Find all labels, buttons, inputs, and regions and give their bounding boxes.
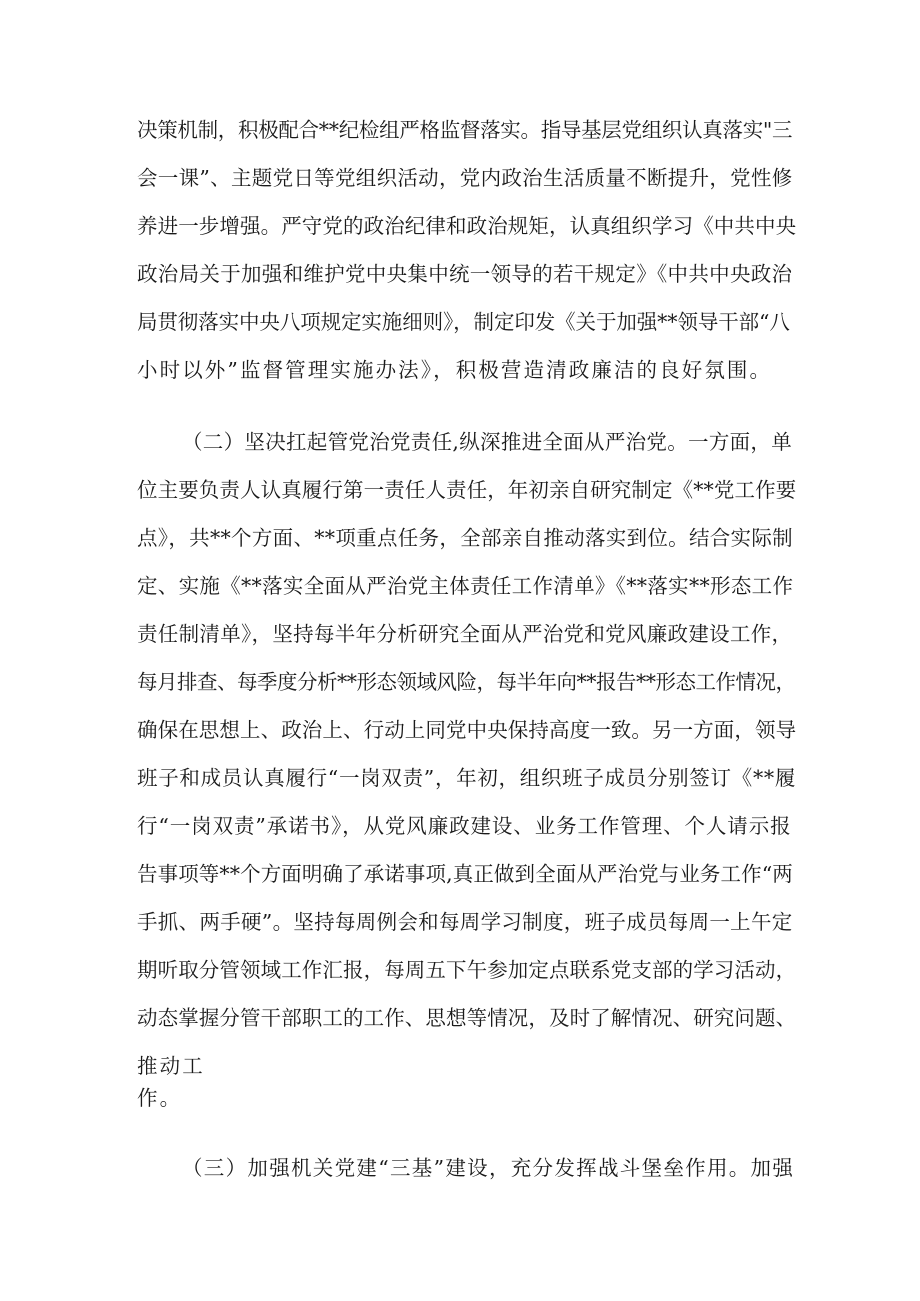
paragraph-2-line-9: 行“一岗双责”承诺书》，从党风廉政建设、业务工作管理、个人请示报 [137, 814, 792, 838]
paragraph-1-line-2: 会一课”、主题党日等党组织活动，党内政治生活质量不断提升，党性修 [137, 166, 793, 190]
paragraph-2-line-11: 手抓、两手硬”。坚持每周例会和每周学习制度，班子成员每周一上午定 [137, 910, 793, 934]
paragraph-1-line-1: 决策机制，积极配合**纪检组严格监督落实。指导基层党组织认真落实"三 [137, 118, 793, 142]
paragraph-1-line-6: 小时以外”监督管理实施办法》，积极营造清政廉洁的良好氛围。 [137, 358, 773, 382]
paragraph-2-line-1: （二）坚决扛起管党治党责任,纵深推进全面从严治党。一方面，单 [182, 430, 793, 454]
paragraph-1-line-5: 局贯彻落实中央八项规定实施细则》，制定印发《关于加强**领导干部“八 [137, 310, 790, 334]
paragraph-1-line-4: 政治局关于加强和维护党中央集中统一领导的若干规定》《中共中央政治 [137, 262, 793, 286]
paragraph-2-line-6: 每月排查、每季度分析**形态领域风险，每半年向**报告**形态工作情况， [137, 670, 796, 694]
paragraph-2-line-15: 作。 [137, 1086, 183, 1110]
paragraph-2-line-12: 期听取分管领域工作汇报，每周五下午参加定点联系党支部的学习活动， [137, 958, 797, 982]
paragraph-2-line-3: 点》，共**个方面、**项重点任务，全部亲自推动落实到位。结合实际制 [137, 526, 793, 550]
paragraph-2-line-8: 班子和成员认真履行“一岗双责”，年初，组织班子成员分别签订《**履 [137, 766, 797, 790]
paragraph-2-line-5: 责任制清单》，坚持每半年分析研究全面从严治党和党风廉政建设工作， [137, 622, 793, 646]
paragraph-1-line-3: 养进一步增强。严守党的政治纪律和政治规矩，认真组织学习《中共中央 [137, 214, 797, 238]
paragraph-2-line-13: 动态掌握分管干部职工的工作、思想等情况，及时了解情况、研究问题、 [137, 1006, 797, 1030]
paragraph-2-line-10: 告事项等**个方面明确了承诺事项,真正做到全面从严治党与业务工作“两 [137, 862, 793, 886]
paragraph-2-line-2: 位主要负责人认真履行第一责任人责任，年初亲自研究制定《**党工作要 [137, 478, 797, 502]
paragraph-2-line-4: 定、实施《**落实全面从严治党主体责任工作清单》《**落实**形态工作 [137, 574, 794, 598]
paragraph-3-line-1: （三）加强机关党建“三基”建设，充分发挥战斗堡垒作用。加强 [182, 1156, 795, 1180]
paragraph-2-line-14: 推动工 [137, 1054, 205, 1078]
paragraph-2-line-7: 确保在思想上、政治上、行动上同党中央保持高度一致。另一方面，领导 [137, 718, 797, 742]
